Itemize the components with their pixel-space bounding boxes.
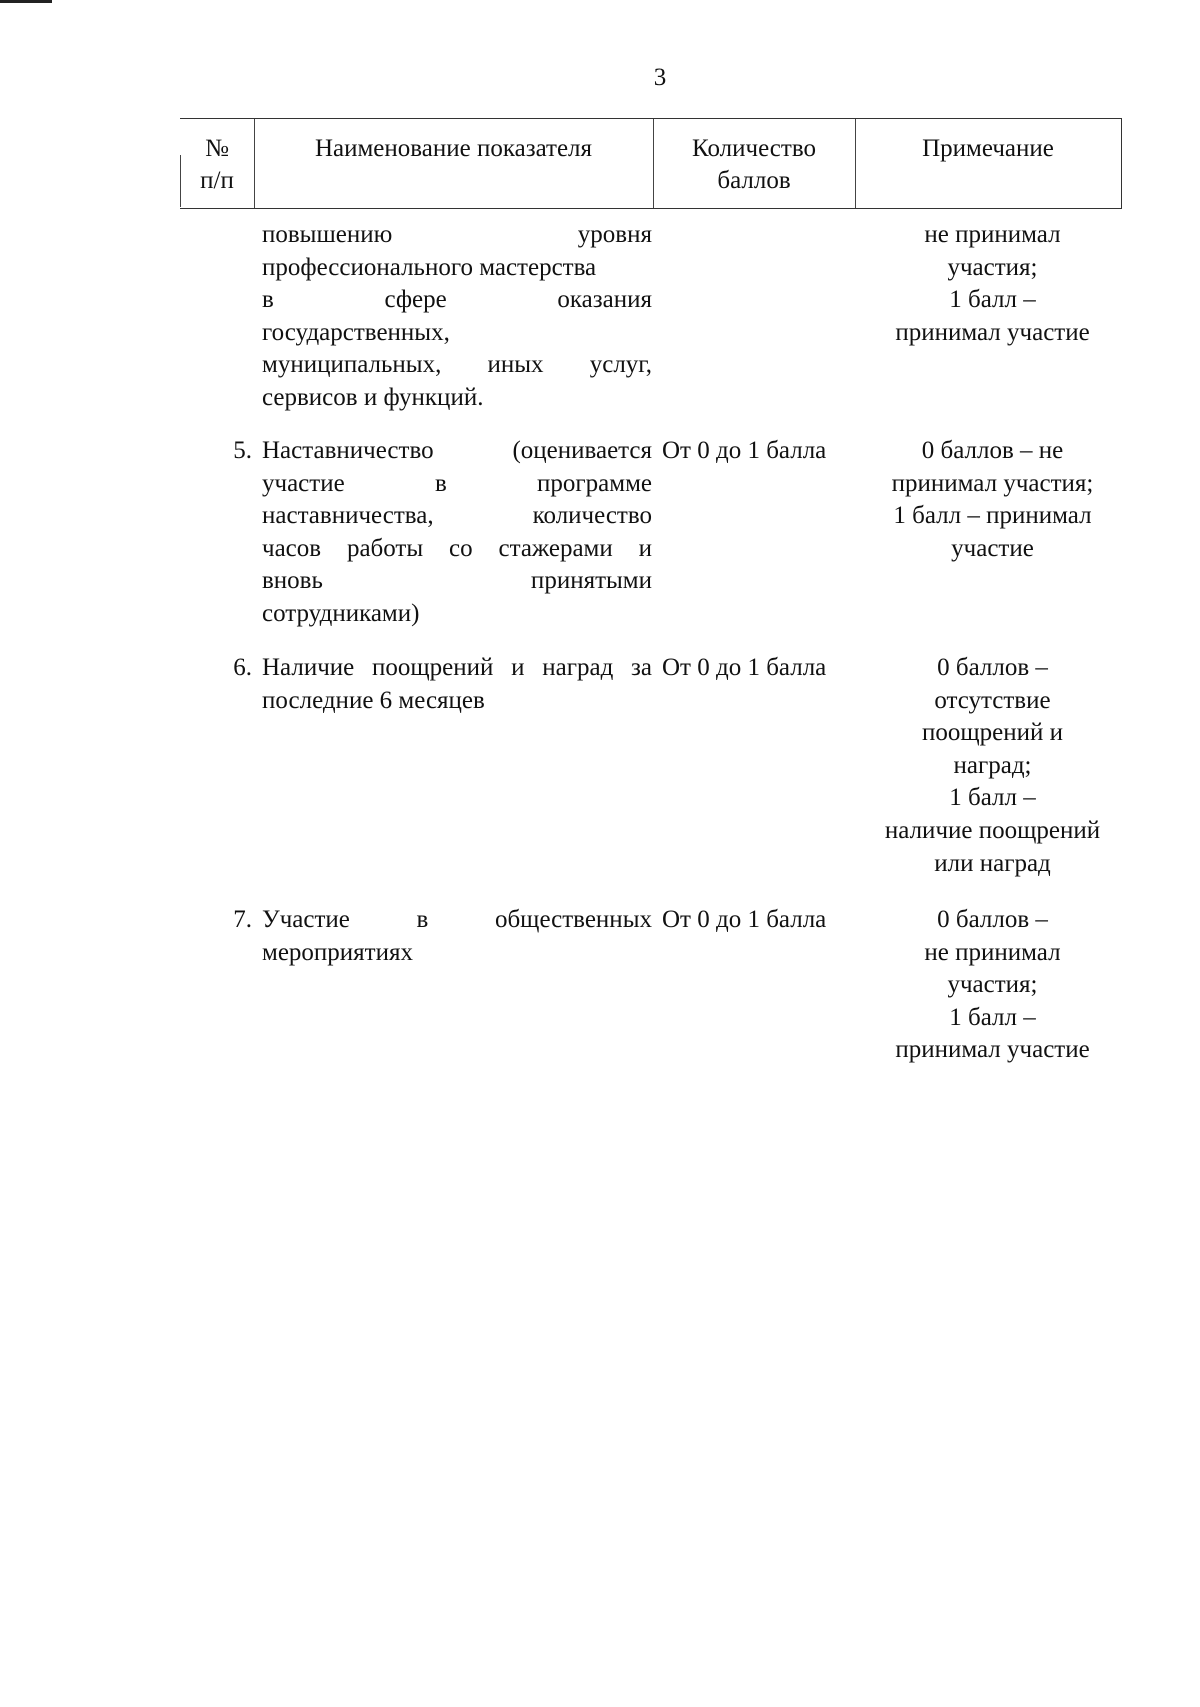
header-score-line: баллов (717, 167, 791, 194)
note-line: наград; (953, 751, 1032, 779)
name-line: часов работы со стажерами и (262, 534, 652, 562)
name-line: наставничества, количество (262, 502, 652, 530)
note-line: 1 балл – (949, 286, 1036, 314)
name-line: Наличие поощрений и наград за (262, 654, 652, 681)
note-line: не принимал (924, 938, 1061, 966)
note-line: отсутствие (934, 686, 1051, 714)
note-line: не принимал (924, 221, 1061, 248)
note-line: поощрений и (922, 719, 1063, 747)
page-number: 3 (653, 64, 667, 91)
name-line: мероприятиях (262, 938, 413, 966)
name-line: Участие в общественных (262, 906, 652, 933)
note-line: 1 балл – принимал (893, 502, 1092, 530)
note-line: 0 баллов – не (921, 437, 1064, 464)
note-line: или наград (934, 849, 1051, 877)
note-line: 1 балл – (949, 1003, 1036, 1031)
header-score-line: Количество (692, 135, 816, 162)
header-num (180, 119, 254, 208)
note-line: 0 баллов – (937, 906, 1048, 933)
name-line: Наставничество (оценивается (262, 437, 652, 464)
note-line: наличие поощрений (884, 816, 1101, 844)
table-header (180, 118, 1122, 209)
header-note: Примечание (922, 135, 1054, 162)
name-line: сервисов и функций. (262, 383, 484, 411)
row-number: 7. (233, 906, 252, 933)
name-line: вновь принятыми (262, 567, 652, 595)
name-line: муниципальных, иных услуг, (262, 351, 652, 379)
row-indicator-name (262, 904, 652, 969)
row-indicator-name (262, 652, 652, 717)
row-note (864, 652, 1121, 880)
row-note (864, 435, 1121, 565)
name-line: повышению уровня (262, 221, 652, 248)
row-note (864, 904, 1121, 1067)
name-line: участие в программе (262, 469, 652, 497)
row-indicator-name (262, 219, 652, 415)
name-line: в сфере оказания (262, 286, 652, 314)
scan-edge-mark (0, 0, 52, 3)
name-line: профессионального мастерства (262, 253, 597, 281)
header-num-line: п/п (200, 167, 234, 194)
note-line: принимал участие (895, 1036, 1090, 1064)
row-number: 5. (233, 437, 252, 464)
row-note (864, 219, 1121, 349)
note-line: участия; (947, 971, 1038, 999)
name-line: последние 6 месяцев (262, 686, 485, 714)
header-num-line: № (205, 135, 229, 162)
name-line: сотрудниками) (262, 599, 420, 627)
note-line: 1 балл – (949, 784, 1036, 812)
row-number: 6. (233, 654, 252, 681)
row-indicator-name (262, 435, 652, 631)
note-line: принимал участия; (891, 469, 1094, 497)
note-line: участие (951, 534, 1034, 562)
row-score: От 0 до 1 балла (662, 654, 827, 681)
row-score: От 0 до 1 балла (662, 906, 827, 933)
header-name: Наименование показателя (314, 135, 593, 162)
note-line: 0 баллов – (937, 654, 1048, 681)
note-line: участия; (947, 253, 1038, 281)
header-score (653, 119, 855, 208)
name-line: государственных, (262, 318, 450, 346)
row-score: От 0 до 1 балла (662, 437, 827, 464)
note-line: принимал участие (895, 318, 1090, 346)
